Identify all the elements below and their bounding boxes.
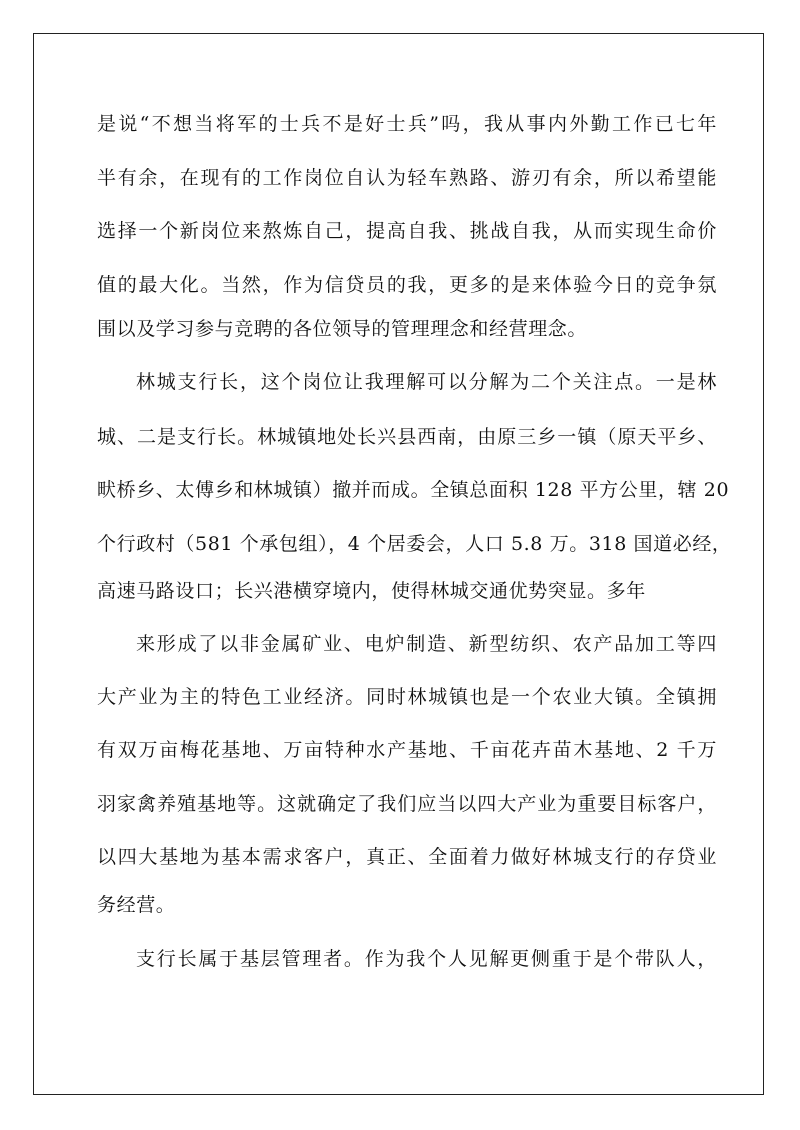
text-line: 林城支行长，这个岗位让我理解可以分解为二个关注点。一是林 bbox=[136, 371, 717, 393]
text-line: 羽家禽养殖基地等。这就确定了我们应当以四大产业为重要目标客户， bbox=[97, 793, 717, 815]
text-line: 高速马路设口；长兴港横穿境内，使得林城交通优势突显。多年 bbox=[97, 580, 646, 602]
text-line: 城、二是支行长。林城镇地处长兴县西南，由原三乡一镇（原天平乡、 bbox=[97, 426, 717, 448]
text-line: 畎桥乡、太傅乡和林城镇）撤并而成。全镇总面积 128 平方公里，辖 20 bbox=[97, 479, 730, 501]
text-line: 值的最大化。当然，作为信贷员的我，更多的是来体验今日的竞争氛 bbox=[97, 274, 717, 296]
page-border bbox=[33, 33, 764, 1095]
text-line: 个行政村（581 个承包组），4 个居委会，人口 5.8 万。318 国道必经， bbox=[97, 533, 732, 555]
text-line: 支行长属于基层管理者。作为我个人见解更侧重于是个带队人， bbox=[136, 948, 717, 970]
text-line: 以四大基地为基本需求客户，真正、全面着力做好林城支行的存贷业 bbox=[97, 846, 717, 868]
text-line: 是说“不想当将军的士兵不是好士兵”吗，我从事内外勤工作已七年 bbox=[97, 113, 717, 135]
text-line: 来形成了以非金属矿业、电炉制造、新型纺织、农产品加工等四 bbox=[136, 633, 717, 655]
text-line: 围以及学习参与竞聘的各位领导的管理理念和经营理念。 bbox=[97, 318, 588, 340]
text-line: 大产业为主的特色工业经济。同时林城镇也是一个农业大镇。全镇拥 bbox=[97, 686, 717, 708]
text-line: 选择一个新岗位来熬炼自己，提高自我、挑战自我，从而实现生命价 bbox=[97, 220, 717, 242]
text-line: 有双万亩梅花基地、万亩特种水产基地、千亩花卉苗木基地、2 千万 bbox=[97, 739, 717, 761]
text-line: 半有余，在现有的工作岗位自认为轻车熟路、游刃有余，所以希望能 bbox=[97, 167, 717, 189]
text-line: 务经营。 bbox=[97, 894, 176, 916]
